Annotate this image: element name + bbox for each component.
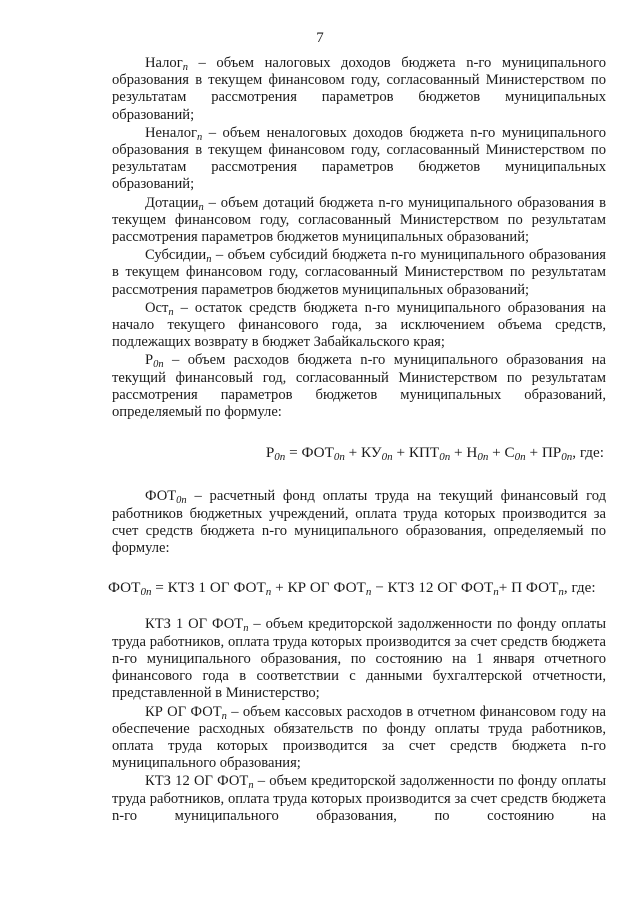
term-subscript: n — [168, 306, 174, 318]
formula-subscript: 0n — [477, 451, 489, 464]
definition-text: – объем субсидий бюджета n-го муниципального образования в текущем финансовом году, согласованный Министерством по результатам рассмотрения параметров бюджетов муниципальных образований; — [112, 247, 606, 298]
definition-text: – объем неналоговых доходов бюджета n-го муниципального образования в текущем финансовом году, согласованный Министерством по результатам рассмотрения параметров бюджетов муниципальных образований; — [112, 124, 606, 193]
term-subscript: n — [243, 623, 249, 635]
formula-term: Р — [265, 444, 275, 462]
term: Дотации — [145, 194, 199, 211]
formula-subscript: n — [365, 586, 372, 599]
definition-dotacii — [112, 195, 606, 247]
formula-operator: − — [371, 579, 388, 597]
formula-subscript: 0n — [140, 586, 152, 599]
definition-krog — [112, 704, 606, 773]
formula-term: ФОТ — [301, 444, 334, 462]
formula-subscript: 0n — [514, 451, 526, 464]
term-subscript: n — [197, 131, 203, 143]
formula-tail: , где: — [572, 444, 604, 462]
formula-operator: + — [525, 444, 542, 462]
formula-term: С — [504, 444, 515, 462]
formula-operator: = — [151, 579, 168, 597]
formula-operator: = — [285, 444, 302, 462]
formula-subscript: n — [558, 586, 564, 599]
formula-term: КТЗ 1 ОГ ФОТ — [167, 579, 266, 597]
formula-term: КУ — [361, 444, 382, 462]
term: КР ОГ ФОТ — [145, 703, 222, 720]
term-subscript: n — [198, 201, 204, 213]
formula-tail: , где: — [563, 579, 596, 597]
term: Ост — [145, 299, 169, 316]
term-subscript: n — [182, 62, 188, 73]
definition-text: – объем налоговых доходов бюджета n-го муниципального образования в текущем финансовом году, согласованный Министерством по результатам рассмотрения параметров бюджетов муниципальных образований; — [112, 55, 606, 123]
definition-r0n — [112, 352, 606, 421]
term-subscript: 0n — [153, 359, 164, 371]
formula-operator: + — [488, 444, 505, 462]
term: Налог — [145, 55, 183, 71]
page-number: 7 — [316, 30, 324, 46]
term: Субсидии — [145, 247, 207, 264]
formula-subscript: 0n — [561, 451, 573, 464]
formula-subscript: 0n — [333, 451, 345, 464]
definition-text: – расчетный фонд оплаты труда на текущий финансовый год работников бюджетных учреждений, оплата труда которых производится за счет средств бюджета n-го муниципального образования, определяемый по формуле: — [112, 488, 606, 557]
definition-subsidii — [112, 247, 606, 299]
formula-subscript: 0n — [381, 451, 393, 464]
term-subscript: n — [206, 254, 212, 266]
formula-term: ПР — [541, 444, 562, 462]
term: Р — [145, 352, 154, 369]
document-body — [108, 55, 606, 826]
definition-text: – остаток средств бюджета n-го муниципального образования на начало текущего финансового года, за исключением объема средств, подлежащих возврату в бюджет Забайкальского края; — [112, 299, 606, 351]
formula-subscript: 0n — [439, 451, 451, 464]
definition-nalog — [112, 55, 606, 124]
formula-term: ФОТ — [108, 579, 141, 597]
formula-operator: + — [344, 444, 362, 462]
term: Неналог — [145, 124, 197, 141]
definition-ost — [112, 300, 606, 352]
term-subscript: 0n — [176, 495, 187, 507]
term-subscript: n — [248, 780, 254, 792]
definition-text: – объем расходов бюджета n-го муниципального образования на текущий финансовый год, согласованный Министерством по результатам рассмотрения параметров бюджетов муниципальных образований, определяемый по формуле: — [112, 352, 606, 421]
formula-term: КПТ — [408, 444, 440, 462]
definition-text: – объем дотаций бюджета n-го муниципального образования в текущем финансовом году, согласованный Министерством по результатам рассмотрения параметров бюджетов муниципальных образований; — [112, 194, 606, 246]
term-subscript: n — [221, 710, 227, 722]
formula-subscript: 0n — [274, 451, 286, 464]
formula-r0n — [112, 444, 606, 464]
definition-ktz1 — [112, 616, 606, 702]
formula-term: КТЗ 12 ОГ ФОТ — [387, 579, 494, 597]
term: КТЗ 1 ОГ ФОТ — [145, 616, 244, 633]
formula-subscript: n — [493, 586, 499, 599]
term: КТЗ 12 ОГ ФОТ — [145, 773, 249, 790]
formula-term: КР ОГ ФОТ — [287, 579, 366, 597]
formula-operator: + — [450, 444, 467, 462]
definition-nenalog — [112, 125, 606, 194]
definition-ktz12 — [112, 773, 606, 825]
formula-term: Н — [466, 444, 478, 462]
definition-text: – объем кассовых расходов в отчетном финансовом году на обеспечение расходных обязательств по фонду оплаты труда работников, оплата труда которых производится за счет средств бюджета n-го муниципального образования; — [112, 703, 606, 772]
formula-term: П ФОТ — [511, 579, 559, 597]
term: ФОТ — [145, 488, 177, 505]
definition-text: – объем кредиторской задолженности по фонду оплаты труда работников, оплата труда которых производится за счет средств бюджета n-го муниципального образования, по состоянию на — [112, 773, 606, 824]
formula-subscript: n — [265, 586, 272, 599]
formula-operator: + — [271, 579, 288, 597]
definition-fot0n — [112, 488, 606, 557]
formula-operator: + — [498, 579, 512, 597]
formula-fot0n — [108, 579, 606, 599]
formula-operator: + — [392, 444, 409, 462]
definition-text: – объем кредиторской задолженности по фонду оплаты труда работников, оплата труда которых производится за счет средств бюджета n-го муниципального образования, по состоянию на 1 января отчетного финансового года в соответствии с данными бухгалтерской отчетности, представленной в Министерство; — [112, 616, 606, 702]
